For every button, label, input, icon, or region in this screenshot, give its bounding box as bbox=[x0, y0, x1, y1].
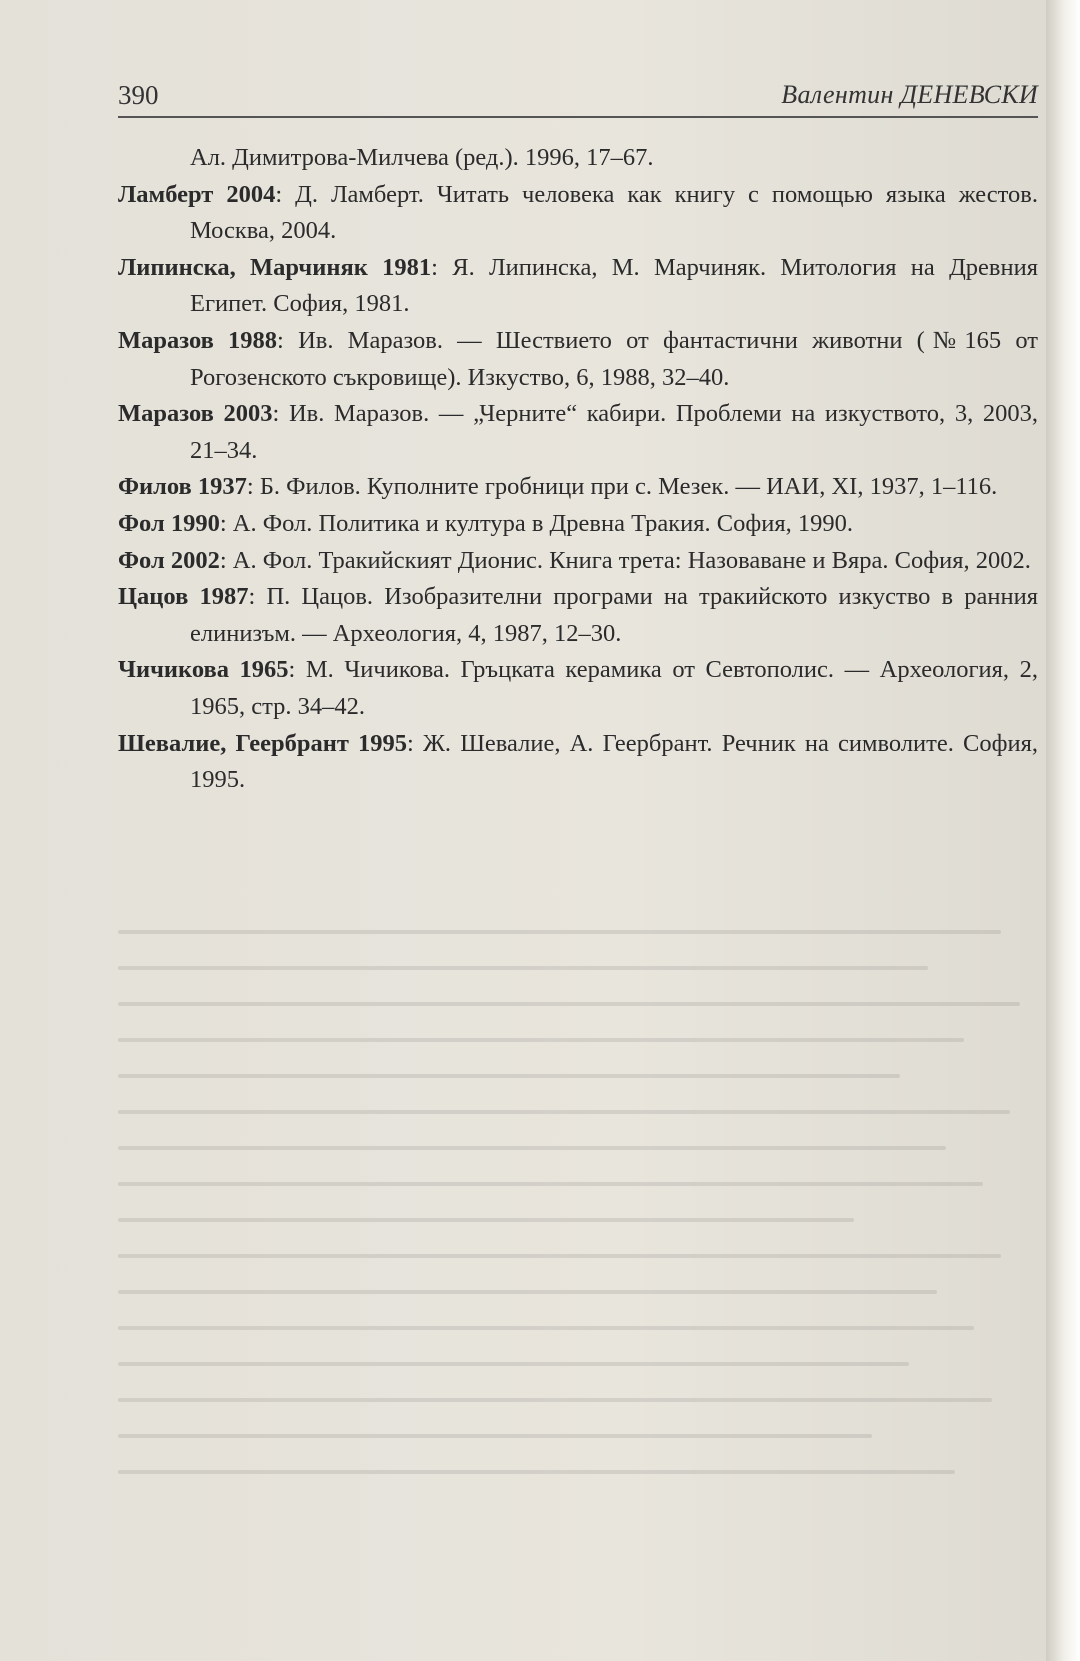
reference-text: : М. Чичикова. Гръцката керамика от Севтополис. — Археология, 2, 1965, стр. 34–42. bbox=[190, 656, 1038, 720]
reference-author: Цацов 1987 bbox=[118, 583, 249, 611]
reference-entry bbox=[118, 506, 1038, 543]
reference-text: : Ив. Маразов. — Шествието от фантастични животни (№165 от Рогозенското съкровище). Изкуство, 6, 1988, 32–40. bbox=[190, 326, 1038, 391]
reference-entry bbox=[118, 469, 1038, 506]
reference-author: Ламберт 2004 bbox=[118, 180, 276, 208]
reference-text: : П. Цацов. Изобразителни програми на тракийското изкуство в ранния елинизъм. — Археология, 4, 1987, 12–30. bbox=[190, 583, 1038, 647]
book-spine-shadow bbox=[1046, 0, 1080, 1661]
reference-author: Липинска, Марчиняк 1981 bbox=[118, 253, 432, 281]
reference-author: Маразов 2003 bbox=[118, 400, 273, 428]
reference-entry bbox=[118, 323, 1038, 396]
reference-entry bbox=[118, 579, 1038, 652]
reference-author: Чичикова 1965 bbox=[118, 656, 289, 684]
bleed-through-texture bbox=[118, 930, 1038, 1570]
reference-author: Маразов 1988 bbox=[118, 326, 278, 354]
reference-entry bbox=[118, 652, 1038, 725]
header-rule bbox=[118, 116, 1038, 118]
reference-text: : Б. Филов. Куполните гробници при с. Мезек. — ИАИ, XI, 1937, 1–116. bbox=[246, 473, 998, 501]
reference-entry bbox=[118, 396, 1038, 469]
reference-entry bbox=[118, 140, 1038, 177]
reference-text: : А. Фол. Политика и култура в Древна Тракия. София, 1990. bbox=[219, 509, 853, 537]
reference-entry bbox=[118, 726, 1038, 799]
reference-text: Ал. Димитрова-Милчева (ред.). 1996, 17–67. bbox=[190, 144, 654, 171]
reference-list bbox=[118, 140, 1038, 799]
reference-author: Филов 1937 bbox=[118, 473, 247, 501]
reference-author: Шевалие, Геербрант 1995 bbox=[118, 729, 408, 757]
running-head: Валентин ДЕНЕВСКИ bbox=[781, 80, 1038, 109]
reference-author: Фол 1990 bbox=[118, 509, 220, 537]
page-number: 390 bbox=[118, 80, 159, 110]
reference-text: : А. Фол. Тракийският Дионис. Книга трета: Назоваване и Вяра. София, 2002. bbox=[219, 546, 1031, 574]
reference-entry bbox=[118, 543, 1038, 580]
reference-entry bbox=[118, 250, 1038, 323]
reference-text: : Ж. Шевалие, А. Геербрант. Речник на символите. София, 1995. bbox=[190, 729, 1038, 794]
reference-text: : Ив. Маразов. — „Черните“ кабири. Проблеми на изкуството, 3, 2003, 21–34. bbox=[190, 400, 1038, 464]
reference-author: Фол 2002 bbox=[118, 546, 220, 574]
page-header bbox=[118, 78, 1038, 118]
reference-entry bbox=[118, 177, 1038, 250]
reference-text: : Д. Ламберт. Читать человека как книгу с помощью языка жестов. Москва, 2004. bbox=[190, 180, 1038, 245]
reference-text: : Я. Липинска, М. Марчиняк. Митология на Древния Египет. София, 1981. bbox=[190, 253, 1038, 318]
